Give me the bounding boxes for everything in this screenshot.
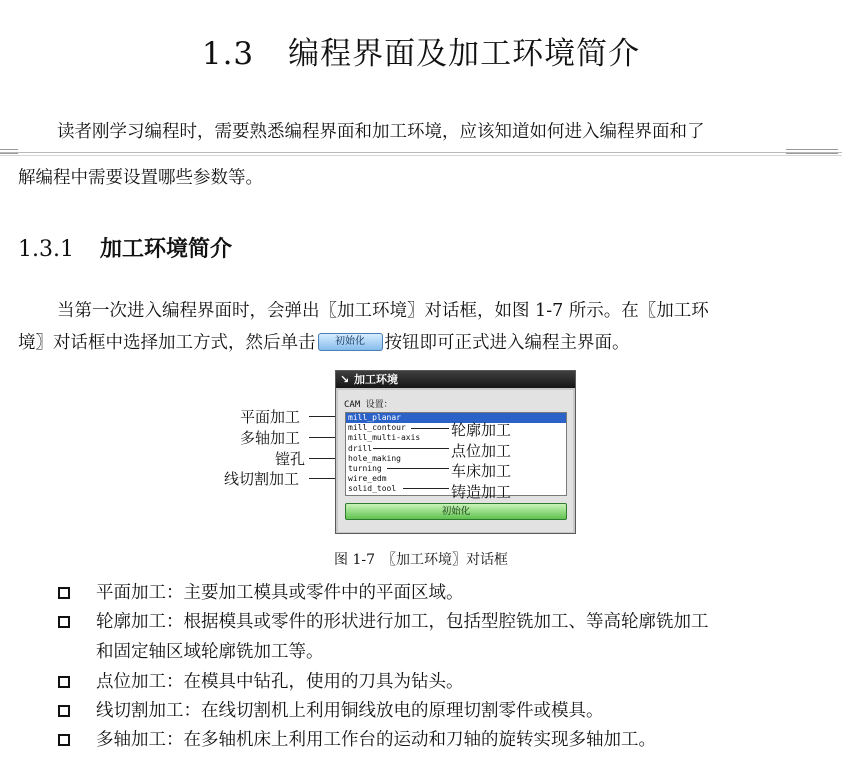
inline-init-button: 初始化	[318, 333, 383, 351]
figure-caption: 图 1-7 〖加工环境〗对话框	[334, 552, 508, 568]
subsection-title: 加工环境简介	[99, 236, 232, 262]
callout-planar: 平面加工	[240, 408, 301, 426]
callout-boring: 镗孔	[275, 450, 306, 468]
bullet-text: 主要加工模具或零件中的平面区域。	[183, 583, 464, 603]
body-line-2	[18, 333, 630, 354]
callout-line	[373, 448, 449, 449]
bullet-text: 在多轴机床上利用工作台的运动和刀轴的旋转实现多轴加工。	[183, 730, 656, 750]
bullet-label: 线切割加工：	[96, 701, 201, 721]
bullet-checkbox-icon	[58, 705, 70, 717]
intro-line-2: 解编程中需要设置哪些参数等。	[18, 168, 263, 188]
dialog-title: 加工环境	[354, 373, 398, 386]
list-item[interactable]: turning	[348, 463, 382, 473]
bullet-checkbox-icon	[58, 616, 70, 628]
bullet-continuation: 和固定轴区域轮廓铣加工等。	[96, 642, 324, 662]
list-item[interactable]: hole_making	[348, 453, 401, 463]
page-break-line	[0, 152, 842, 156]
bullet-label: 轮廓加工：	[96, 612, 184, 632]
callout-multiaxis: 多轴加工	[240, 429, 301, 447]
bullet-label: 点位加工：	[96, 672, 184, 692]
callout-line	[411, 428, 449, 429]
body-line-2-start: 境〗对话框中选择加工方式，然后单击	[18, 333, 316, 353]
bullet-item	[96, 614, 709, 632]
bullet-text: 根据模具或零件的形状进行加工，包括型腔铣加工、等高轮廓铣加工	[183, 612, 709, 632]
list-item[interactable]: mill_planar	[346, 413, 566, 423]
section-title-text: 编程界面及加工环境简介	[288, 36, 641, 72]
bullet-item	[96, 732, 656, 750]
cam-settings-label: CAM 设置：	[344, 400, 393, 410]
subsection-number: 1.3.1	[18, 237, 74, 262]
callout-wire-cut: 线切割加工	[224, 470, 300, 488]
callout-lathe: 车床加工	[451, 462, 512, 480]
bullet-item	[96, 674, 464, 692]
callout-point: 点位加工	[451, 442, 512, 460]
list-item[interactable]: wire_edm	[348, 474, 387, 484]
bullet-text: 在模具中钻孔，使用的刀具为钻头。	[183, 672, 464, 692]
callout-line	[403, 488, 449, 489]
bullet-checkbox-icon	[58, 587, 70, 599]
callout-contour: 轮廓加工	[451, 421, 512, 439]
list-item[interactable]: mill_contour	[348, 423, 406, 433]
bullet-item	[96, 703, 604, 721]
page-break-marker-left	[0, 146, 18, 156]
section-number: 1.3	[201, 36, 255, 72]
bullet-checkbox-icon	[58, 676, 70, 688]
callout-line	[387, 468, 449, 469]
body-line-1: 当第一次进入编程界面时，会弹出〖加工环境〗对话框，如图 1-7 所示。在〖加工环	[57, 301, 709, 321]
body-line-2-end: 按钮即可正式进入编程主界面。	[384, 333, 630, 353]
bullet-text: 在线切割机上利用铜线放电的原理切割零件或模具。	[201, 701, 604, 721]
bullet-item	[96, 585, 464, 603]
list-item[interactable]: solid_tool	[348, 484, 397, 494]
bullet-label: 多轴加工：	[96, 730, 184, 750]
list-item[interactable]: mill_multi-axis	[348, 433, 421, 443]
list-item[interactable]: drill	[348, 443, 373, 453]
dialog-titlebar	[336, 371, 575, 388]
intro-line-1: 读者刚学习编程时，需要熟悉编程界面和加工环境，应该知道如何进入编程界面和了	[57, 122, 705, 142]
bullet-label: 平面加工：	[96, 583, 184, 603]
subsection-heading	[18, 232, 232, 263]
callout-casting: 铸造加工	[451, 483, 512, 501]
chapter-section-title	[0, 28, 842, 73]
page-break-marker-right	[786, 146, 838, 156]
bullet-checkbox-icon	[58, 734, 70, 746]
pin-icon[interactable]: ↘	[340, 373, 350, 386]
initialize-button[interactable]: 初始化	[345, 503, 567, 520]
